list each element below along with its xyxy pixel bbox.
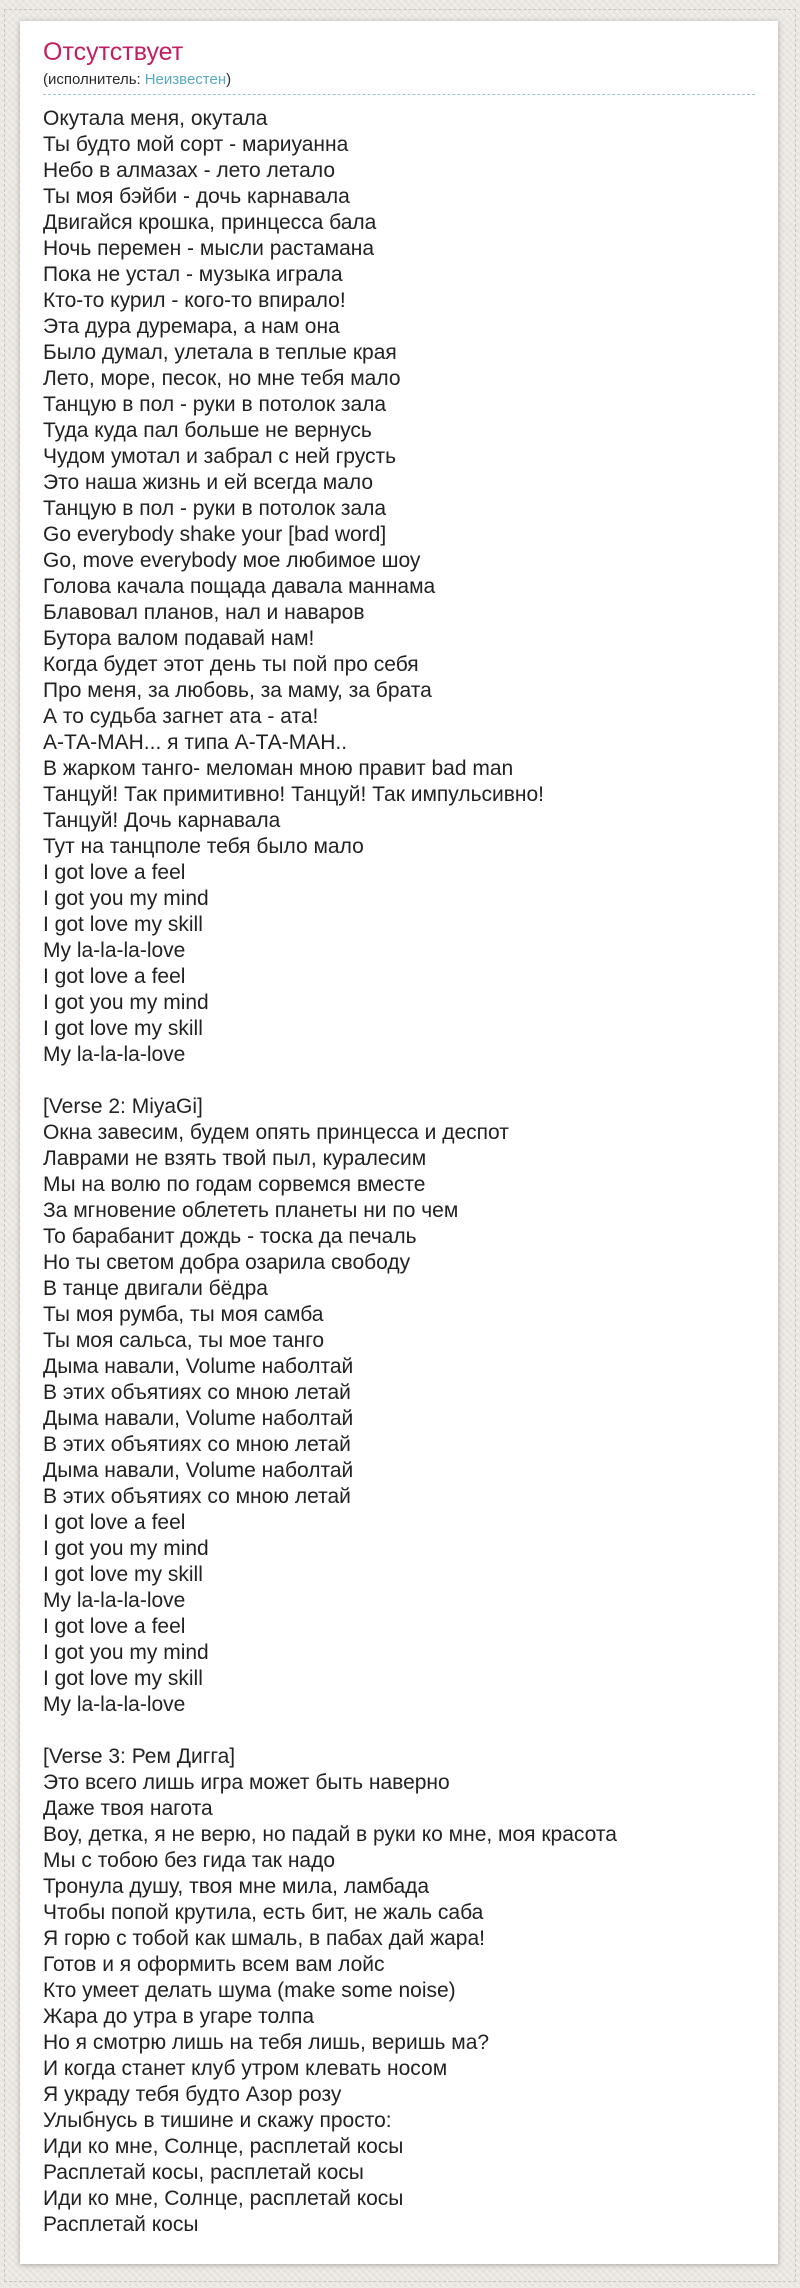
lyric-line: А-ТА-МАН... я типа А-ТА-МАН.. — [43, 731, 348, 754]
lyric-line: Я украду тебя будто Азор розу — [43, 2083, 342, 2106]
lyric-line: Туда куда пал больше не вернусь — [43, 419, 372, 442]
lyric-line: Дыма навали, Volume наболтай — [43, 1459, 354, 1482]
lyric-line: Расплетай косы — [43, 2213, 199, 2236]
lyric-line: Тут на танцполе тебя было мало — [43, 835, 364, 858]
lyric-line: Кто-то курил - кого-то впирало! — [43, 289, 346, 312]
lyric-line: I got love a feel — [43, 1511, 186, 1534]
artist-label: (исполнитель: — [43, 71, 141, 88]
lyric-line — [43, 1718, 755, 1744]
lyric-line: Это наша жизнь и ей всегда мало — [43, 471, 374, 494]
lyric-line: А то судьба загнет ата - ата! — [43, 705, 319, 728]
lyric-line: My la-la-la-love — [43, 1693, 186, 1716]
artist-line — [43, 71, 755, 95]
lyric-line: I got you my mind — [43, 887, 209, 910]
lyric-line: Ты моя румба, ты моя самба — [43, 1303, 324, 1326]
lyric-line: Эта дура дуремара, а нам она — [43, 315, 340, 338]
lyric-line: Лаврами не взять твой пыл, куралесим — [43, 1147, 427, 1170]
lyric-line: Расплетай косы, расплетай косы — [43, 2161, 364, 2184]
lyric-line: I got you my mind — [43, 1641, 209, 1664]
lyric-line: В этих объятиях со мною летай — [43, 1433, 351, 1456]
lyric-line: Это всего лишь игра может быть наверно — [43, 1771, 450, 1794]
lyric-line: Чудом умотал и забрал с ней грусть — [43, 445, 397, 468]
lyric-line: Даже твоя нагота — [43, 1797, 213, 1820]
lyric-line: Танцуй! Так примитивно! Танцуй! Так импульсивно! — [43, 783, 545, 806]
lyric-line: Ты будто мой сорт - мариуанна — [43, 133, 349, 156]
lyric-line: [Verse 2: MiyaGi] — [43, 1095, 203, 1118]
lyric-line: Готов и я оформить всем вам лойс — [43, 1953, 385, 1976]
song-header — [43, 37, 755, 95]
lyric-line: Жара до утра в угаре толпа — [43, 2005, 315, 2028]
lyric-line: Воу, детка, я не верю, но падай в руки ко мне, моя красота — [43, 1823, 617, 1846]
lyric-line: Двигайся крошка, принцесса бала — [43, 211, 377, 234]
artist-label-close: ) — [226, 71, 232, 88]
lyric-line: За мгновение облететь планеты ни по чем — [43, 1199, 459, 1222]
lyric-line: Бутора валом подавай нам! — [43, 627, 315, 650]
lyric-line: Чтобы попой крутила, есть бит, не жаль саба — [43, 1901, 484, 1924]
lyric-line: I got you my mind — [43, 1537, 209, 1560]
lyric-line: I got love my skill — [43, 1017, 203, 1040]
lyric-line: I got love a feel — [43, 1615, 186, 1638]
lyric-line: В этих объятиях со мною летай — [43, 1485, 351, 1508]
lyric-line: Голова качала пощада давала маннама — [43, 575, 436, 598]
lyric-line: Пока не устал - музыка играла — [43, 263, 343, 286]
lyric-line: I got love my skill — [43, 1563, 203, 1586]
lyric-line: В танце двигали бёдра — [43, 1277, 268, 1300]
lyric-line: Но ты светом добра озарила свободу — [43, 1251, 411, 1274]
lyrics-text — [43, 106, 755, 2238]
lyric-line: Тронула душу, твоя мне мила, ламбада — [43, 1875, 430, 1898]
lyric-line: И когда станет клуб утром клевать носом — [43, 2057, 448, 2080]
lyric-line: I got you my mind — [43, 991, 209, 1014]
lyric-line: Go everybody shake your [bad word] — [43, 523, 387, 546]
lyrics-card — [20, 21, 778, 2264]
lyric-line: I got love my skill — [43, 1667, 203, 1690]
lyric-line: [Verse 3: Рем Дигга] — [43, 1745, 236, 1768]
lyric-line: В этих объятиях со мною летай — [43, 1381, 351, 1404]
lyric-line: Но я смотрю лишь на тебя лишь, веришь ма? — [43, 2031, 490, 2054]
lyric-line: I got love my skill — [43, 913, 203, 936]
lyric-line: Иди ко мне, Солнце, расплетай косы — [43, 2135, 404, 2158]
artist-link[interactable]: Неизвестен — [144, 71, 227, 88]
lyric-line: My la-la-la-love — [43, 1043, 186, 1066]
lyric-line: Мы с тобою без гида так надо — [43, 1849, 336, 1872]
lyric-line: Кто умеет делать шума (make some noise) — [43, 1979, 456, 2002]
lyric-line: Блавовал планов, нал и наваров — [43, 601, 365, 624]
lyric-line: Танцую в пол - руки в потолок зала — [43, 497, 387, 520]
lyric-line: Лето, море, песок, но мне тебя мало — [43, 367, 401, 390]
lyric-line: Ночь перемен - мысли растамана — [43, 237, 375, 260]
lyric-line: Go, move everybody мое любимое шоу — [43, 549, 421, 572]
lyric-line: Ты моя бэйби - дочь карнавала — [43, 185, 350, 208]
lyric-line: Я горю с тобой как шмаль, в пабах дай жара! — [43, 1927, 486, 1950]
lyric-line: Про меня, за любовь, за маму, за брата — [43, 679, 432, 702]
lyric-line: Мы на волю по годам сорвемся вместе — [43, 1173, 426, 1196]
lyric-line: Танцуй! Дочь карнавала — [43, 809, 281, 832]
lyric-line: Окутала меня, окутала — [43, 107, 268, 130]
lyric-line: Дыма навали, Volume наболтай — [43, 1407, 354, 1430]
lyric-line — [43, 1068, 755, 1094]
lyric-line: Улыбнусь в тишине и скажу просто: — [43, 2109, 392, 2132]
lyric-line: Когда будет этот день ты пой про себя — [43, 653, 419, 676]
lyric-line: То барабанит дождь - тоска да печаль — [43, 1225, 417, 1248]
lyric-line: Дыма навали, Volume наболтай — [43, 1355, 354, 1378]
lyric-line: Окна завесим, будем опять принцесса и деспот — [43, 1121, 509, 1144]
lyric-line: I got love a feel — [43, 965, 186, 988]
lyric-line: Было думал, улетала в теплые края — [43, 341, 397, 364]
lyric-line: Небо в алмазах - лето летало — [43, 159, 336, 182]
lyric-line: Иди ко мне, Солнце, расплетай косы — [43, 2187, 404, 2210]
lyric-line: My la-la-la-love — [43, 1589, 186, 1612]
lyric-line: I got love a feel — [43, 861, 186, 884]
lyric-line: В жарком танго- меломан мною правит bad man — [43, 757, 514, 780]
lyric-line: My la-la-la-love — [43, 939, 186, 962]
lyric-line: Ты моя сальса, ты мое танго — [43, 1329, 325, 1352]
lyric-line: Танцую в пол - руки в потолок зала — [43, 393, 387, 416]
song-title: Отсутствует — [43, 38, 184, 66]
